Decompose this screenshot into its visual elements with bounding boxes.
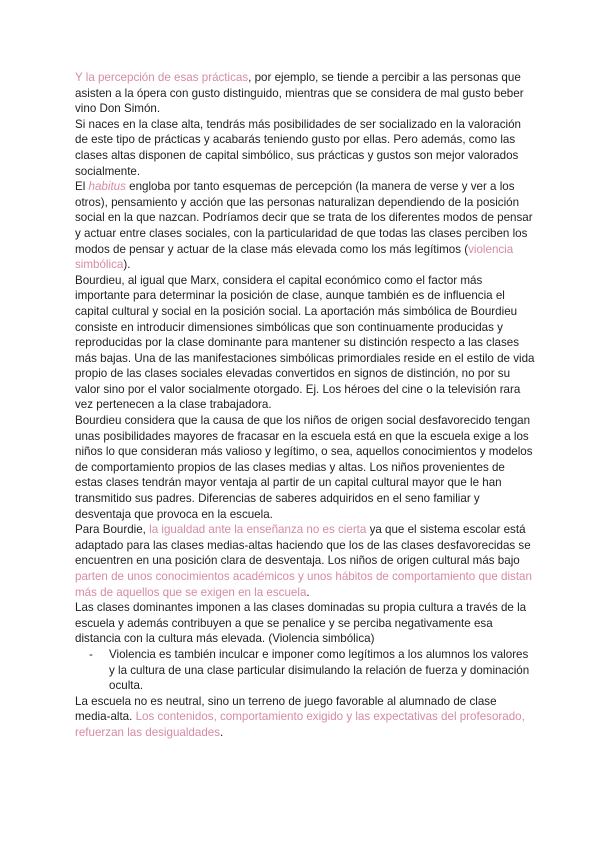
highlight-contenidos: Los contenidos, comportamiento exigido y las expectativas del profesorado, refuerzan las desigualdades bbox=[75, 710, 525, 739]
text-habitus-body: engloba por tanto esquemas de percepción (la manera de verse y ver a los otros), pensamiento y acción que las personas naturalizan dependiendo de la posición social en la que nazcan. Podríamos decir que se trata de los diferentes modos de pensar y actuar entre clases sociales, con la particularidad de que todas las clases perciben los modos de pensar y actuar de la clase más elevada como los más legítimos ( bbox=[75, 180, 533, 256]
text-sistema-escolar: ya que el sistema escolar está adaptado para las clases medias-altas haciendo que los de las clases desfavorecidas se encuentren en una posición clara de desventaja. Los niños de origen cultural más bajo bbox=[75, 523, 531, 568]
paragraph-habitus bbox=[75, 179, 535, 273]
paragraph-clase-alta: Si naces en la clase alta, tendrás más posibilidades de ser socializado en la valoración de este tipo de prácticas y acabarás teniendo gusto por ellas. Pero además, como las clases altas disponen de capital simbólico, sus prácticas y gustos son mejor valorados socialmente. bbox=[75, 117, 521, 178]
paragraph-fracaso-escolar: Bourdieu considera que la causa de que los niños de origen social desfavorecido tengan unas posibilidades mayores de fracasar en la escuela está en que la escuela exige a los niños lo que consideran más valioso y legítimo, o sea, aquellos conocimientos y modelos de comportamiento propios de las clases medias y altas. Los niños provenientes de estas clases tendrán mayor ventaja al partir de un capital cultural mayor que le han transmitido sus padres. Diferencias de saberes adquiridos en el seno familiar y desventaja que provoca en la escuela. bbox=[75, 414, 533, 521]
text-percepcion: , por ejemplo, se tiende a percibir a las personas que asisten a la ópera con gusto distinguido, mientras que se considera de mal gusto beber vino Don Simón. bbox=[75, 71, 524, 116]
bullet-text: Violencia es también inculcar e imponer como legítimos a los alumnos los valores y la cultura de una clase particular disimulando la relación de fuerza y dominación oculta. bbox=[109, 647, 530, 693]
text-final-period: . bbox=[220, 725, 224, 739]
bullet-dash: - bbox=[89, 647, 93, 661]
bullet-item-violencia bbox=[75, 647, 535, 694]
paragraph-percepcion bbox=[75, 70, 535, 117]
paragraph-clases-dominantes: Las clases dominantes imponen a las clases dominadas su propia cultura a través de la escuela y además contribuyen a que se penalice y se perciba negativamente esa distancia con la cultura más elevada. (Violencia simbólica) bbox=[75, 601, 527, 646]
paragraph-igualdad bbox=[75, 522, 535, 600]
highlight-habitus: habitus bbox=[88, 180, 126, 194]
highlight-igualdad: la igualdad ante la enseñanza no es cierta bbox=[149, 523, 367, 537]
paragraph-bourdieu-marx: Bourdieu, al igual que Marx, considera el capital económico como el factor más importante para determinar la posición de clase, aunque también es de influencia el capital cultural y social en la posición social. La aportación más simbólica de Bourdieu consiste en introducir dimensiones simbólicas que son continuamente producidas y reproducidas por la clase dominante para mantener su distinción respecto a las clases más bajas. Una de las manifestaciones simbólicas primordiales reside en el estilo de vida propio de las clases sociales elevadas convertidos en signos de distinción, no por su valor sino por el valor socialmente otorgado. Ej. Los héroes del cine o la televisión rara vez pertenecen a la clase trabajadora. bbox=[75, 273, 535, 412]
paragraph-escuela-neutral bbox=[75, 694, 535, 741]
text-close-paren: ). bbox=[123, 258, 131, 272]
text-el: El bbox=[75, 180, 89, 194]
highlight-percepcion: Y la percepción de esas prácticas bbox=[75, 71, 249, 84]
highlight-violencia-simbolica: violencia simbólica bbox=[75, 242, 514, 272]
text-para-bourdie: Para Bourdie, bbox=[75, 523, 150, 537]
highlight-conocimientos: parten de unos conocimientos académicos y unos hábitos de comportamiento que distan más de aquellos que se exigen en la escuela bbox=[75, 570, 532, 599]
document-page bbox=[75, 70, 535, 741]
text-period: . bbox=[306, 585, 310, 599]
text-escuela-neutral: La escuela no es neutral, sino un terreno de juego favorable al alumnado de clase media-alta. bbox=[75, 694, 497, 724]
